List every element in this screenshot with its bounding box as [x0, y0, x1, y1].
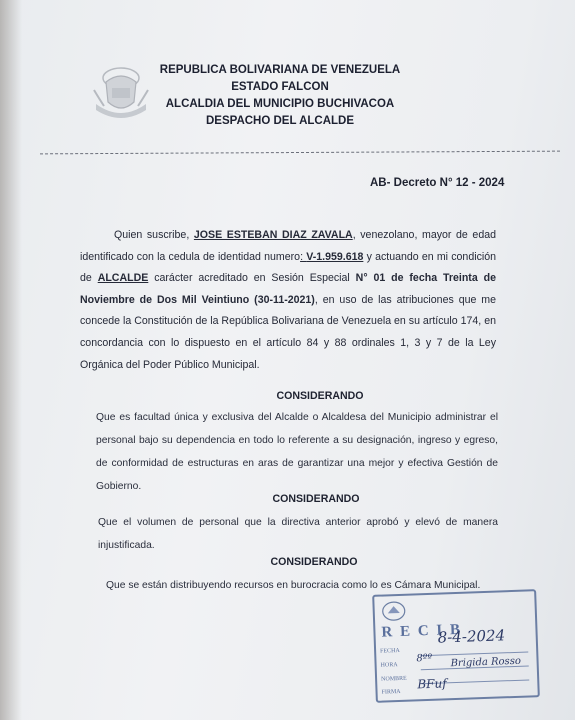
header-municipality: ALCALDIA DEL MUNICIPIO BUCHIVACOA	[165, 98, 395, 110]
handwritten-time: 8ºº	[416, 652, 433, 665]
considerando-heading-2: CONSIDERANDO	[272, 493, 360, 505]
header-state: ESTADO FALCON	[231, 81, 329, 93]
header-divider	[40, 151, 560, 155]
considerando-text-1: Que es facultad única y exclusiva del Alcalde o Alcaldesa del Municipio administrar el personal bajo su dependencia en todo lo referente a su designación, ingreso y egreso, de conformidad de estructuras en aras de garantizar una mejor y efectiva Gestión de Gobierno.	[96, 412, 498, 492]
role-title: ALCALDE	[97, 272, 149, 285]
received-stamp	[372, 589, 540, 703]
handwritten-signer-name: Brigida Rosso	[450, 655, 522, 670]
id-number: V-1.959.618	[306, 250, 364, 263]
intro-text-3: :	[300, 250, 307, 263]
header-office: DESPACHO DEL ALCALDE	[205, 115, 355, 127]
decree-number: AB- Decreto N° 12 - 2024	[370, 177, 505, 189]
page-edge-shadow	[0, 0, 22, 720]
mayor-name: JOSE ESTEBAN DIAZ ZAVALA	[193, 229, 353, 241]
considerando-text-3: Que se están distribuyendo recursos en burocracia como lo es Cámara Municipal.	[106, 580, 481, 591]
intro-paragraph	[80, 225, 496, 376]
stamp-label-nombre: NOMBRE	[381, 675, 407, 683]
intro-text-6: , en uso de las atribuciones que me concede la Constitución de la República Bolivariana de Venezuela en su artículo 174, en concordancia con lo dispuesto en el artículo 84 y 88 ordinales 1, 3 y 7 de la Ley Orgánica del Poder Público Municipal.	[80, 293, 497, 371]
stamp-label-fecha: FECHA	[380, 647, 400, 655]
handwritten-date: 8-4-2024	[437, 626, 506, 647]
session-reference: N° 01 de fecha Treinta de Noviembre de Dos Mil Veintiuno (30-11-2021)	[80, 272, 496, 306]
stamp-label-firma: FIRMA	[381, 688, 401, 696]
considerando-text-2: Que el volumen de personal que la directiva anterior aprobó y elevó de manera injustificada.	[98, 517, 498, 551]
considerando-heading-3: CONSIDERANDO	[270, 556, 358, 568]
intro-text-5: carácter acreditado en Sesión Especial	[148, 272, 356, 285]
letterhead	[150, 62, 410, 130]
stamp-received-text: R E C I B	[381, 621, 463, 641]
considerando-heading-1: CONSIDERANDO	[276, 390, 364, 402]
intro-text-2: , venezolano, mayor de edad identificado con la cedula de identidad numero	[80, 229, 496, 263]
header-republic: REPUBLICA BOLIVARIANA DE VENEZUELA	[159, 64, 401, 76]
intro-text-1: Quien suscribe,	[114, 229, 194, 241]
handwritten-signature: BFuf	[417, 676, 447, 692]
stamp-seal-icon	[380, 600, 407, 623]
intro-text-4: y actuando en mi condición de	[80, 250, 497, 285]
coat-of-arms-seal	[90, 60, 152, 124]
stamp-label-hora: HORA	[380, 662, 398, 669]
